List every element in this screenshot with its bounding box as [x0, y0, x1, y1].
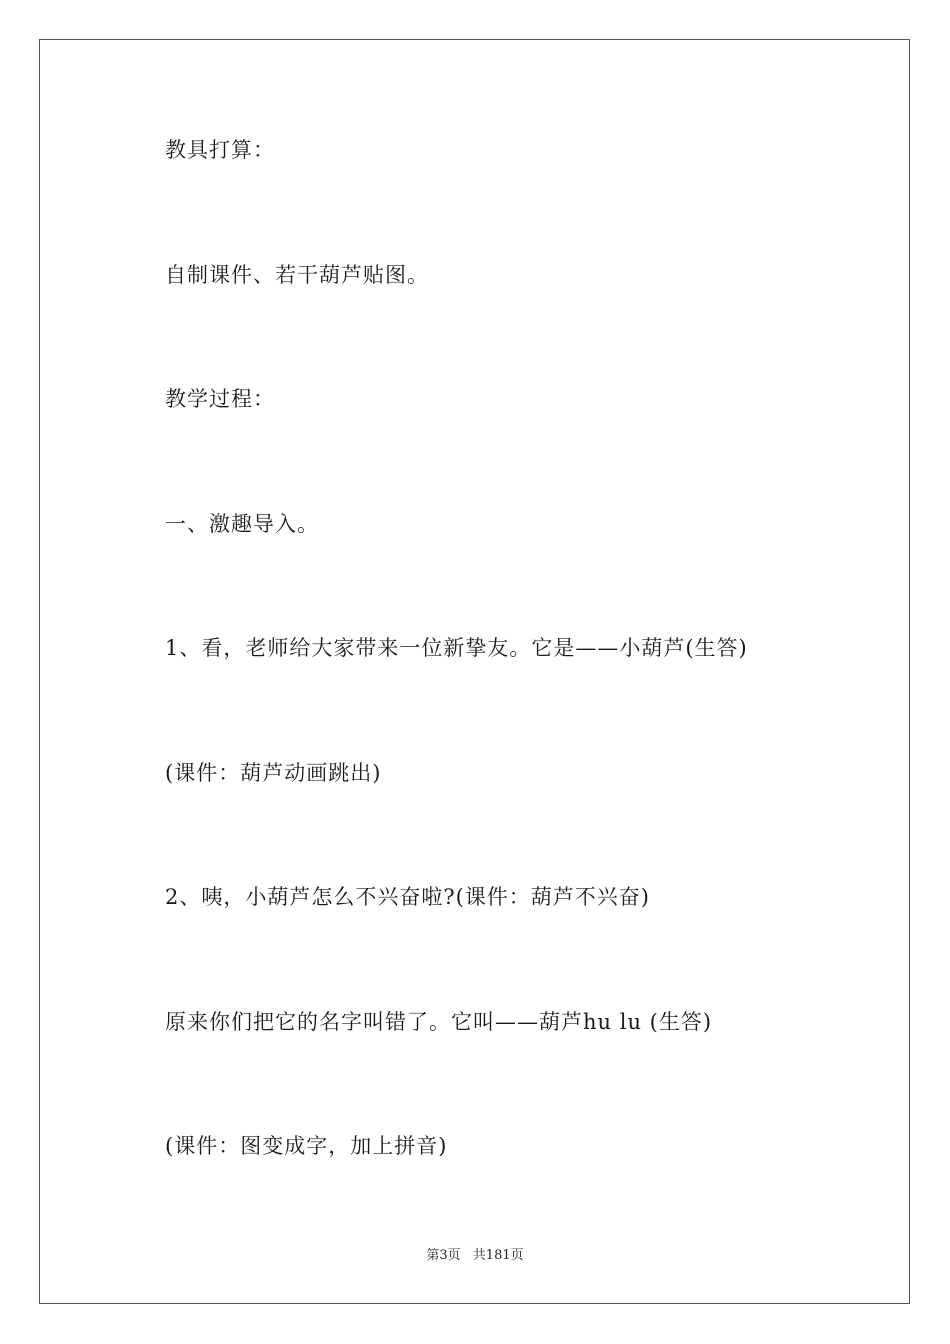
- paragraph-name-explanation: 原来你们把它的名字叫错了。它叫——葫芦hu lu (生答): [165, 1010, 713, 1034]
- paragraph-step-1: 1、看，老师给大家带来一位新挚友。它是——小葫芦(生答): [165, 636, 748, 660]
- paragraph-courseware-2: (课件：图变成字，加上拼音): [165, 1134, 448, 1158]
- page-footer: [0, 1247, 950, 1265]
- paragraph-courseware-1: (课件：葫芦动画跳出): [165, 761, 382, 785]
- paragraph-section-1: 一、激趣导入。: [165, 512, 319, 536]
- paragraph-step-2: 2、咦，小葫芦怎么不兴奋啦?(课件：葫芦不兴奋): [165, 885, 651, 909]
- paragraph-materials-heading: 教具打算：: [165, 138, 275, 162]
- paragraph-process-heading: 教学过程：: [165, 387, 275, 411]
- paragraph-materials: 自制课件、若干葫芦贴图。: [165, 263, 429, 287]
- total-pages: 共181页: [472, 1248, 524, 1263]
- page-number: 第3页: [426, 1248, 461, 1263]
- page-frame: [39, 39, 910, 1304]
